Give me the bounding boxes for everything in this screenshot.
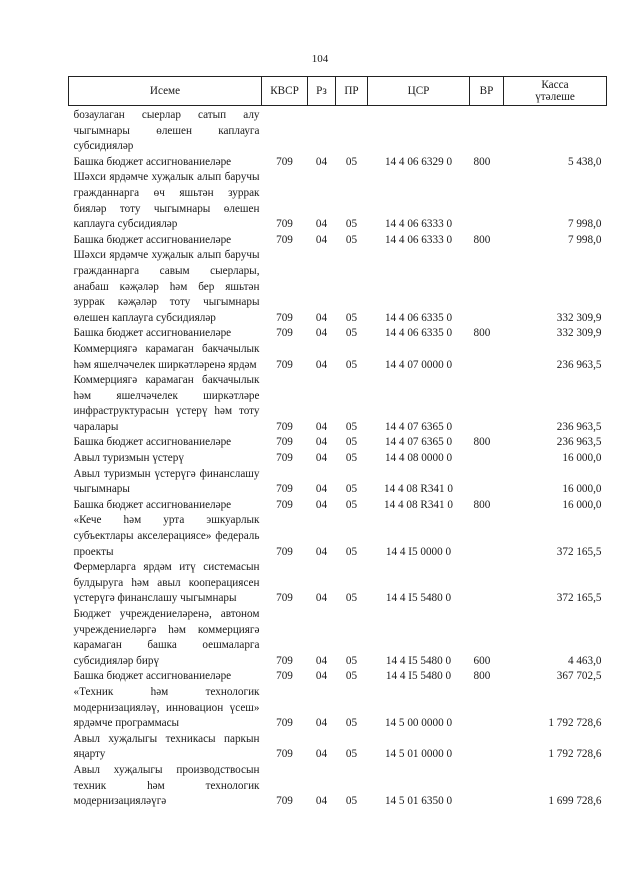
cell-csr: 14 4 08 0000 0 bbox=[384, 452, 453, 465]
cell-csr: 14 5 01 6350 0 bbox=[384, 795, 453, 808]
cell-vr: 800 bbox=[473, 670, 491, 683]
table-row bbox=[69, 732, 607, 763]
cell-rz: 04 bbox=[315, 420, 328, 433]
cell-name: Башка бюджет ассигнованиеләре bbox=[73, 436, 232, 449]
cell-rz: 04 bbox=[315, 545, 328, 558]
table-row bbox=[69, 435, 607, 451]
table-row bbox=[69, 155, 607, 171]
cell-kvsr: 709 bbox=[276, 795, 293, 808]
cell-name: Башка бюджет ассигнованиеләре bbox=[73, 670, 232, 683]
cell-pr: 05 bbox=[345, 218, 358, 231]
cell-sum: 16 000,0 bbox=[562, 483, 602, 496]
budget-table bbox=[68, 76, 607, 810]
cell-name: Шәхси ярдәмче хуҗалык алып баручы гражданнарга савым сыерлары, анабаш кәҗәләр һәм бер яшьтән зуррак кәҗәләр тоту чыгымнары өлешен каплауга субсидияләр bbox=[73, 249, 260, 324]
table-row bbox=[69, 373, 607, 435]
cell-kvsr: 709 bbox=[276, 717, 293, 730]
cell-kvsr bbox=[262, 106, 308, 155]
cell-name: Башка бюджет ассигнованиеләре bbox=[73, 327, 232, 340]
table-row bbox=[69, 233, 607, 249]
table-row bbox=[69, 451, 607, 467]
cell-rz: 04 bbox=[315, 717, 328, 730]
cell-csr: 14 4 I5 5480 0 bbox=[385, 592, 452, 605]
cell-csr: 14 4 06 6333 0 bbox=[384, 218, 453, 231]
cell-kvsr: 709 bbox=[276, 670, 293, 683]
cell-rz: 04 bbox=[315, 795, 328, 808]
cell-name: Бюджет учреждениеләренә, автоном учреждениеләргә һәм коммерциягә карамаган башка оешмаларга субсидияләр бирү bbox=[73, 608, 260, 667]
table-row bbox=[69, 607, 607, 669]
cell-pr: 05 bbox=[345, 155, 358, 168]
table-row bbox=[69, 513, 607, 560]
cell-rz: 04 bbox=[315, 155, 328, 168]
table-row bbox=[69, 106, 607, 155]
cell-pr: 05 bbox=[345, 327, 358, 340]
table-body bbox=[69, 106, 607, 810]
cell-pr: 05 bbox=[345, 452, 358, 465]
table-row bbox=[69, 560, 607, 607]
cell-csr: 14 4 06 6329 0 bbox=[384, 155, 453, 168]
cell-name: Авыл туризмын үстерүгә финанслашу чыгымнары bbox=[73, 467, 260, 496]
cell-sum: 332 309,9 bbox=[556, 311, 602, 324]
cell-pr bbox=[336, 106, 368, 155]
cell-rz: 04 bbox=[315, 358, 328, 371]
cell-pr: 05 bbox=[345, 420, 358, 433]
cell-vr bbox=[470, 685, 504, 732]
cell-kvsr: 709 bbox=[276, 233, 293, 246]
cell-vr: 800 bbox=[473, 498, 491, 511]
cell-sum: 7 998,0 bbox=[567, 233, 602, 246]
cell-vr: 800 bbox=[473, 155, 491, 168]
cell-pr: 05 bbox=[345, 311, 358, 324]
cell-name: Шәхси ярдәмче хуҗалык алып баручы гражданнарга өч яшьтән зуррак бияләр тоту чыгымнары өлешен каплауга субсидияләр bbox=[73, 171, 260, 231]
table-row bbox=[69, 685, 607, 732]
cell-sum: 16 000,0 bbox=[562, 498, 602, 511]
cell-sum bbox=[504, 106, 607, 155]
cell-vr: 800 bbox=[473, 327, 491, 340]
table-row bbox=[69, 342, 607, 373]
cell-sum: 372 165,5 bbox=[556, 545, 602, 558]
page-number: 104 bbox=[311, 53, 329, 65]
cell-kvsr: 709 bbox=[276, 358, 293, 371]
cell-csr: 14 4 08 R341 0 bbox=[384, 483, 453, 496]
table-row bbox=[69, 248, 607, 326]
header-pr: ПР bbox=[336, 77, 368, 106]
header-csr: ЦСР bbox=[368, 77, 470, 106]
table-row bbox=[69, 498, 607, 514]
cell-vr bbox=[470, 106, 504, 155]
cell-kvsr: 709 bbox=[276, 498, 293, 511]
cell-sum: 1 699 728,6 bbox=[548, 795, 602, 808]
cell-name: Авыл хуҗалыгы производствосын техник һәм технологик модернизацияләүгә bbox=[73, 763, 260, 808]
cell-rz: 04 bbox=[315, 670, 328, 683]
cell-csr: 14 4 I5 0000 0 bbox=[385, 545, 452, 558]
cell-rz: 04 bbox=[315, 654, 328, 667]
cell-name: бозаулаган сыерлар сатып алу чыгымнары өлешен каплауга субсидияләр bbox=[73, 109, 260, 153]
cell-pr: 05 bbox=[345, 436, 358, 449]
cell-sum: 16 000,0 bbox=[562, 452, 602, 465]
cell-sum: 236 963,5 bbox=[556, 436, 602, 449]
cell-rz: 04 bbox=[315, 498, 328, 511]
cell-vr bbox=[470, 451, 504, 467]
cell-rz: 04 bbox=[315, 436, 328, 449]
cell-sum: 332 309,9 bbox=[556, 327, 602, 340]
header-vr: ВР bbox=[470, 77, 504, 106]
cell-pr: 05 bbox=[345, 592, 358, 605]
cell-sum: 236 963,5 bbox=[556, 358, 602, 371]
cell-kvsr: 709 bbox=[276, 155, 293, 168]
cell-csr: 14 4 07 6365 0 bbox=[384, 420, 453, 433]
cell-rz: 04 bbox=[315, 592, 328, 605]
cell-pr: 05 bbox=[345, 717, 358, 730]
cell-sum: 5 438,0 bbox=[567, 155, 602, 168]
cell-kvsr: 709 bbox=[276, 420, 293, 433]
cell-name: Коммерциягә карамаган бакчачылык һәм яшелчәчелек ширкәтләре инфраструктурасын үстерү һәм тоту чаралары bbox=[73, 374, 260, 433]
cell-vr: 800 bbox=[473, 436, 491, 449]
table-row bbox=[69, 763, 607, 810]
cell-csr bbox=[368, 106, 470, 155]
cell-kvsr: 709 bbox=[276, 327, 293, 340]
table-row bbox=[69, 467, 607, 498]
cell-kvsr: 709 bbox=[276, 452, 293, 465]
cell-csr: 14 4 06 6335 0 bbox=[384, 311, 453, 324]
cell-rz: 04 bbox=[315, 452, 328, 465]
table-row bbox=[69, 170, 607, 232]
cell-rz: 04 bbox=[315, 311, 328, 324]
header-sum-line2: үтәлеше bbox=[535, 91, 575, 103]
table-row bbox=[69, 326, 607, 342]
cell-name: Авыл туризмын үстерү bbox=[73, 452, 184, 465]
cell-vr bbox=[470, 170, 504, 232]
cell-rz: 04 bbox=[315, 483, 328, 496]
cell-rz bbox=[308, 106, 336, 155]
cell-kvsr: 709 bbox=[276, 654, 293, 667]
cell-pr: 05 bbox=[345, 483, 358, 496]
cell-sum: 7 998,0 bbox=[567, 218, 602, 231]
cell-kvsr: 709 bbox=[276, 592, 293, 605]
cell-name: Башка бюджет ассигнованиеләре bbox=[73, 233, 232, 246]
cell-pr: 05 bbox=[345, 654, 358, 667]
cell-kvsr: 709 bbox=[276, 545, 293, 558]
cell-pr: 05 bbox=[345, 358, 358, 371]
cell-name: Фермерларга ярдәм итү системасын булдыруга һәм авыл кооперациясен үстерүгә финанслашу чыгымнары bbox=[73, 561, 260, 605]
cell-kvsr: 709 bbox=[276, 483, 293, 496]
cell-csr: 14 4 07 6365 0 bbox=[384, 436, 453, 449]
cell-name: Коммерциягә карамаган бакчачылык һәм яшелчәчелек ширкәтләренә ярдәм bbox=[73, 342, 260, 371]
cell-vr bbox=[470, 342, 504, 373]
cell-vr: 800 bbox=[473, 233, 491, 246]
cell-sum: 372 165,5 bbox=[556, 592, 602, 605]
cell-csr: 14 4 08 R341 0 bbox=[384, 498, 453, 511]
cell-rz: 04 bbox=[315, 218, 328, 231]
cell-rz: 04 bbox=[315, 748, 328, 761]
cell-vr: 600 bbox=[473, 654, 491, 667]
cell-vr bbox=[470, 560, 504, 607]
cell-rz: 04 bbox=[315, 327, 328, 340]
cell-vr bbox=[470, 467, 504, 498]
header-sum bbox=[504, 77, 607, 106]
cell-pr: 05 bbox=[345, 498, 358, 511]
cell-csr: 14 4 07 0000 0 bbox=[384, 358, 453, 371]
cell-vr bbox=[470, 763, 504, 810]
cell-kvsr: 709 bbox=[276, 436, 293, 449]
table-row bbox=[69, 669, 607, 685]
cell-kvsr: 709 bbox=[276, 218, 293, 231]
cell-vr bbox=[470, 248, 504, 326]
header-kvsr: КВСР bbox=[262, 77, 308, 106]
cell-pr: 05 bbox=[345, 795, 358, 808]
cell-sum: 367 702,5 bbox=[556, 670, 602, 683]
header-name: Исеме bbox=[69, 77, 262, 106]
cell-pr: 05 bbox=[345, 670, 358, 683]
cell-sum: 4 463,0 bbox=[567, 654, 602, 667]
table-header bbox=[69, 77, 607, 106]
cell-sum: 236 963,5 bbox=[556, 420, 602, 433]
cell-pr: 05 bbox=[345, 545, 358, 558]
cell-csr: 14 5 00 0000 0 bbox=[384, 717, 453, 730]
cell-sum: 1 792 728,6 bbox=[548, 717, 602, 730]
header-sum-line1: Касса bbox=[541, 79, 569, 91]
header-rz: Рз bbox=[308, 77, 336, 106]
cell-csr: 14 4 06 6333 0 bbox=[384, 233, 453, 246]
cell-vr bbox=[470, 373, 504, 435]
cell-pr: 05 bbox=[345, 233, 358, 246]
cell-name: Башка бюджет ассигнованиеләре bbox=[73, 155, 232, 168]
cell-vr bbox=[470, 732, 504, 763]
cell-sum: 1 792 728,6 bbox=[548, 748, 602, 761]
cell-name: Авыл хуҗалыгы техникасы паркын яңарту bbox=[73, 732, 260, 761]
cell-csr: 14 4 06 6335 0 bbox=[384, 327, 453, 340]
cell-name: Башка бюджет ассигнованиеләре bbox=[73, 498, 232, 511]
cell-csr: 14 5 01 0000 0 bbox=[384, 748, 453, 761]
cell-kvsr: 709 bbox=[276, 311, 293, 324]
cell-name: «Техник һәм технологик модернизацияләү, инновацион үсеш» ярдәмче программасы bbox=[73, 685, 260, 730]
cell-rz: 04 bbox=[315, 233, 328, 246]
cell-name: «Кече һәм урта эшкуарлык субъектлары акселерациясе» федераль проекты bbox=[73, 514, 260, 558]
cell-vr bbox=[470, 513, 504, 560]
cell-csr: 14 4 I5 5480 0 bbox=[385, 654, 452, 667]
cell-pr: 05 bbox=[345, 748, 358, 761]
cell-kvsr: 709 bbox=[276, 748, 293, 761]
cell-csr: 14 4 I5 5480 0 bbox=[385, 670, 452, 683]
